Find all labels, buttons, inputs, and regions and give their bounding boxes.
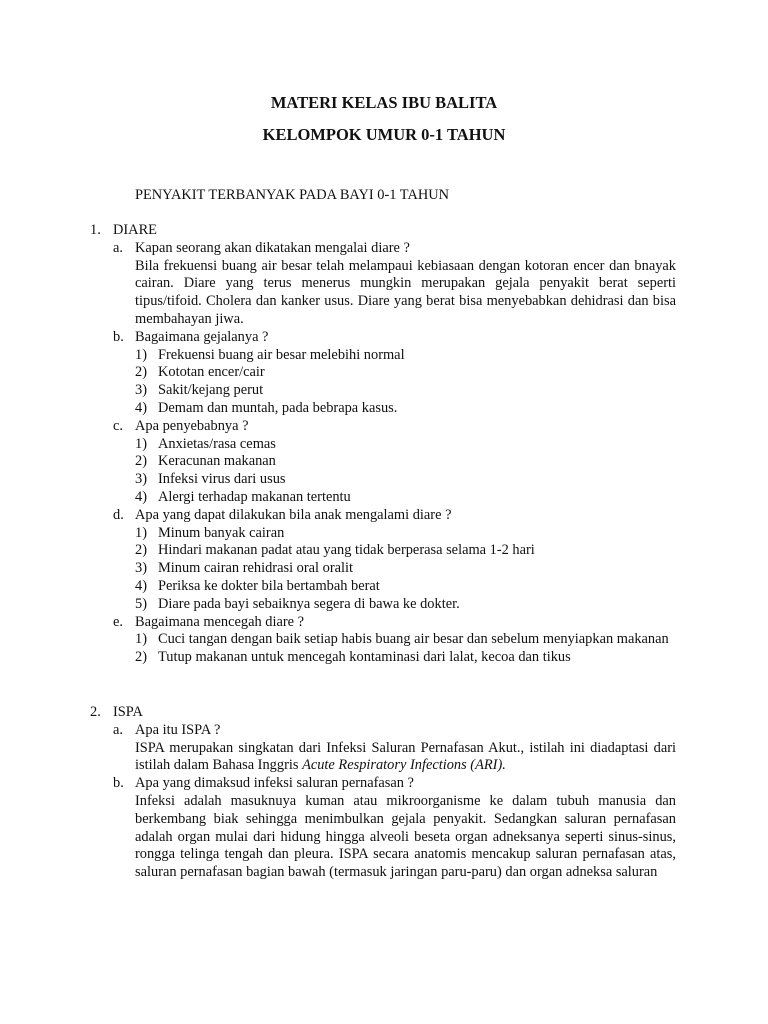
list-item xyxy=(135,346,676,365)
question-text: Bagaimana mencegah diare ? xyxy=(135,613,304,630)
list-item xyxy=(135,453,676,471)
list-item xyxy=(135,631,676,649)
question xyxy=(90,329,676,347)
question-letter: d. xyxy=(113,506,124,523)
section-diare xyxy=(90,222,676,667)
list-text: Tutup makanan untuk mencegah kontaminasi dari lalat, kecoa dan tikus xyxy=(158,649,571,666)
list-text: Periksa ke dokter bila bertambah berat xyxy=(158,577,380,594)
question-letter: c. xyxy=(113,417,123,434)
list-text: Frekuensi buang air besar melebihi normal xyxy=(158,346,405,363)
list-text: Diare pada bayi sebaiknya segera di bawa ke dokter. xyxy=(158,595,460,612)
question-letter: b. xyxy=(113,328,124,345)
list-number: 1) xyxy=(135,631,147,648)
list-item xyxy=(135,524,676,543)
question-text: Apa penyebabnya ? xyxy=(135,417,249,434)
section-heading xyxy=(90,222,676,240)
list-item xyxy=(135,435,676,454)
section-heading-text: ISPA xyxy=(113,704,143,720)
list-number: 3) xyxy=(135,471,147,488)
list-item xyxy=(135,560,676,578)
section-heading-text: DIARE xyxy=(113,222,157,238)
question xyxy=(90,775,676,793)
question-text: Kapan seorang akan dikatakan mengalai diare ? xyxy=(135,239,410,256)
list-text: Cuci tangan dengan baik setiap habis buang air besar dan sebelum menyiapkan makanan xyxy=(158,631,669,648)
question-text: Apa yang dimaksud infeksi saluran pernafasan ? xyxy=(135,775,414,792)
list-text: Anxietas/rasa cemas xyxy=(158,435,276,452)
question xyxy=(90,418,676,436)
section-number: 2. xyxy=(90,704,101,720)
list-item xyxy=(135,382,676,400)
section-number: 1. xyxy=(90,222,101,238)
section-heading xyxy=(90,704,676,722)
question-text: Bagaimana gejalanya ? xyxy=(135,328,269,345)
list-number: 1) xyxy=(135,524,147,541)
list-number: 2) xyxy=(135,453,147,470)
list-text: Kototan encer/cair xyxy=(158,364,265,381)
list-number: 4) xyxy=(135,488,147,505)
answer-paragraph: Bila frekuensi buang air besar telah melampaui kebiasaan dengan kotoran encer dan bnayak cairan. Diare yang terus menerus mungkin merupakan gejala penyakit berat seperti tipus/tifoid. Cholera dan kanker usus. Diare yang berat bisa menyebabkan dehidrasi dan bisa membahayan jiwa. xyxy=(135,257,676,327)
list-text: Keracunan makanan xyxy=(158,453,276,470)
question xyxy=(90,722,676,740)
list-item xyxy=(135,542,676,560)
question xyxy=(90,614,676,632)
answer-list xyxy=(90,436,676,507)
list-number: 2) xyxy=(135,364,147,381)
list-item xyxy=(135,595,676,614)
answer-list xyxy=(90,525,676,614)
list-item xyxy=(135,471,676,489)
list-item xyxy=(135,364,676,382)
answer-list xyxy=(90,631,676,667)
list-number: 4) xyxy=(135,399,147,416)
list-text: Alergi terhadap makanan tertentu xyxy=(158,488,351,505)
list-number: 1) xyxy=(135,346,147,363)
list-number: 2) xyxy=(135,542,147,559)
answer-italic-term: Acute Respiratory Infections (ARI). xyxy=(302,757,506,774)
question-text: Apa itu ISPA ? xyxy=(135,721,221,738)
list-number: 5) xyxy=(135,595,147,612)
answer-paragraph: Infeksi adalah masuknuya kuman atau mikroorganisme ke dalam tubuh manusia dan berkembang biak sehingga menimbulkan gejala penyakit. Sedangkan saluran pernafasan adalah organ mulai dari hidung hingga alveoli beseta organ adneksanya seperti sinus-sinus, rongga telinga tengah dan pleura. ISPA secara anatomis mencakup saluran pernafasan atas, saluran pernafasan bagian bawah (termasuk jaringan paru-paru) dan organ adneksa saluran xyxy=(135,792,676,881)
list-text: Demam dan muntah, pada bebrapa kasus. xyxy=(158,399,398,416)
section-subtitle: PENYAKIT TERBANYAK PADA BAYI 0-1 TAHUN xyxy=(135,187,450,203)
question-letter: a. xyxy=(113,721,123,738)
list-item xyxy=(135,577,676,596)
section-ispa xyxy=(90,704,676,882)
list-number: 1) xyxy=(135,435,147,452)
list-text: Sakit/kejang perut xyxy=(158,382,264,399)
answer-list xyxy=(90,347,676,418)
answer-paragraph xyxy=(90,740,676,776)
question-letter: a. xyxy=(113,239,123,256)
list-item xyxy=(135,488,676,507)
list-text: Minum banyak cairan xyxy=(158,524,285,541)
list-item xyxy=(135,399,676,418)
list-number: 2) xyxy=(135,649,147,666)
list-number: 3) xyxy=(135,560,147,577)
answer-text: ISPA merupakan singkatan dari Infeksi Saluran Pernafasan Akut., istilah ini diadaptasi dari istilah dalam Bahasa Inggris xyxy=(135,739,676,774)
question xyxy=(90,240,676,258)
question xyxy=(90,507,676,525)
list-text: Minum cairan rehidrasi oral oralit xyxy=(158,560,354,577)
question-text: Apa yang dapat dilakukan bila anak mengalami diare ? xyxy=(135,506,452,523)
question-letter: b. xyxy=(113,775,124,792)
document-title: MATERI KELAS IBU BALITA xyxy=(270,93,498,112)
list-number: 4) xyxy=(135,577,147,594)
question-letter: e. xyxy=(113,613,123,630)
list-item xyxy=(135,649,676,667)
list-number: 3) xyxy=(135,382,147,399)
list-text: Hindari makanan padat atau yang tidak berperasa selama 1-2 hari xyxy=(158,542,535,559)
document-subtitle-group: KELOMPOK UMUR 0-1 TAHUN xyxy=(262,125,506,144)
list-text: Infeksi virus dari usus xyxy=(158,471,286,488)
